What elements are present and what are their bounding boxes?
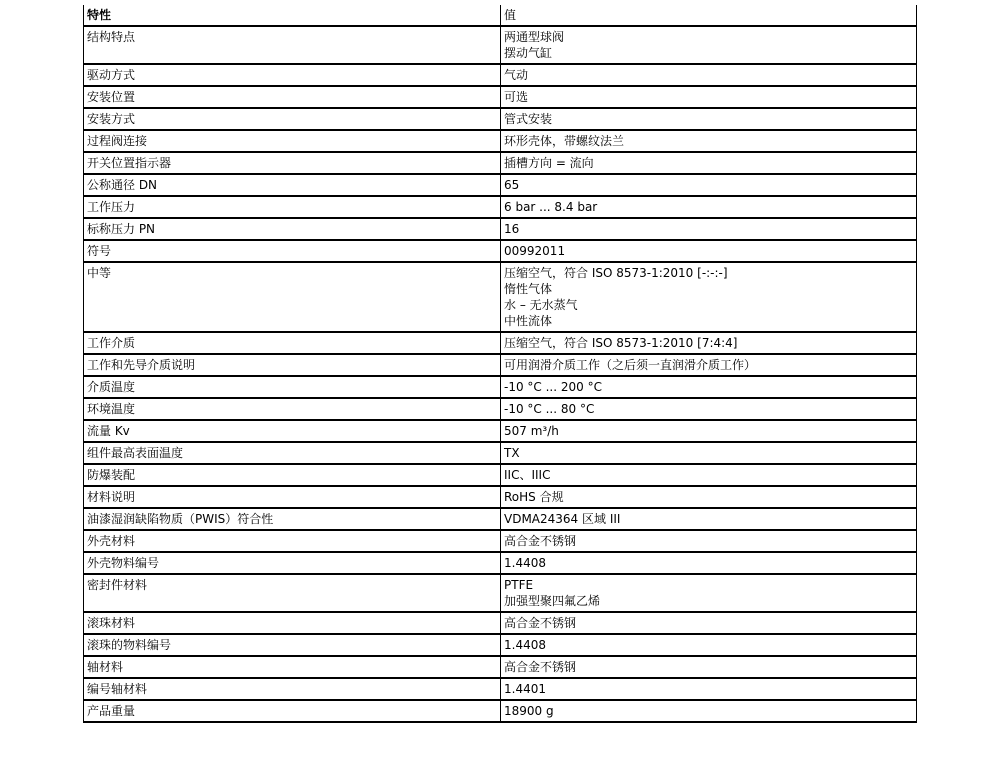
value-cell	[501, 700, 917, 722]
property-cell: 开关位置指示器	[84, 152, 501, 174]
value-line: 两通型球阀	[504, 30, 565, 44]
header-property: 特性	[84, 5, 501, 26]
table-row	[84, 262, 917, 332]
spec-sheet	[83, 5, 916, 723]
table-row	[84, 354, 917, 376]
value-cell	[501, 464, 917, 486]
value-line: 507 m³/h	[504, 424, 559, 438]
value-cell	[501, 332, 917, 354]
property-cell: 安装位置	[84, 86, 501, 108]
value-line: 气动	[504, 68, 529, 82]
property-cell: 滚珠的物料编号	[84, 634, 501, 656]
value-line: 压缩空气，符合 ISO 8573-1:2010 [-:-:-]	[504, 266, 728, 280]
property-cell: 外壳材料	[84, 530, 501, 552]
table-row	[84, 612, 917, 634]
property-cell: 工作介质	[84, 332, 501, 354]
table-row	[84, 218, 917, 240]
value-cell	[501, 530, 917, 552]
value-cell	[501, 240, 917, 262]
property-cell: 符号	[84, 240, 501, 262]
value-cell	[501, 64, 917, 86]
value-line: 可用润滑介质工作（之后须一直润滑介质工作）	[504, 358, 757, 372]
property-cell: 产品重量	[84, 700, 501, 722]
value-line: 00992011	[504, 244, 566, 258]
table-row	[84, 420, 917, 442]
value-cell	[501, 354, 917, 376]
table-row	[84, 196, 917, 218]
table-row	[84, 130, 917, 152]
table-row	[84, 376, 917, 398]
table-row	[84, 398, 917, 420]
property-cell: 结构特点	[84, 26, 501, 64]
value-line: 中性流体	[504, 314, 553, 328]
value-line: -10 °C ... 200 °C	[504, 380, 602, 394]
value-cell	[501, 678, 917, 700]
value-line: IIC、IIIC	[504, 468, 551, 482]
value-cell	[501, 130, 917, 152]
value-line: VDMA24364 区域 III	[504, 512, 621, 526]
value-line: 环形壳体，带螺纹法兰	[504, 134, 625, 148]
value-line: TX	[504, 446, 520, 460]
table-row	[84, 174, 917, 196]
value-line: 16	[504, 222, 520, 236]
table-header-row	[84, 5, 917, 26]
value-cell	[501, 612, 917, 634]
value-cell	[501, 152, 917, 174]
value-cell	[501, 86, 917, 108]
property-cell: 油漆湿润缺陷物质（PWIS）符合性	[84, 508, 501, 530]
property-cell: 公称通径 DN	[84, 174, 501, 196]
value-cell	[501, 420, 917, 442]
value-line: 高合金不锈钢	[504, 534, 577, 548]
property-cell: 标称压力 PN	[84, 218, 501, 240]
table-row	[84, 86, 917, 108]
value-cell	[501, 174, 917, 196]
property-cell: 防爆装配	[84, 464, 501, 486]
value-line: 摆动气缸	[504, 46, 553, 60]
table-row	[84, 530, 917, 552]
table-row	[84, 442, 917, 464]
table-row	[84, 64, 917, 86]
value-line: -10 °C ... 80 °C	[504, 402, 595, 416]
value-cell	[501, 376, 917, 398]
value-cell	[501, 262, 917, 332]
property-cell: 材料说明	[84, 486, 501, 508]
table-row	[84, 464, 917, 486]
table-row	[84, 486, 917, 508]
value-line: 惰性气体	[504, 282, 553, 296]
property-cell: 过程阀连接	[84, 130, 501, 152]
property-cell: 轴材料	[84, 656, 501, 678]
value-cell	[501, 398, 917, 420]
property-cell: 工作压力	[84, 196, 501, 218]
value-cell	[501, 108, 917, 130]
property-cell: 介质温度	[84, 376, 501, 398]
property-cell: 密封件材料	[84, 574, 501, 612]
value-cell	[501, 218, 917, 240]
value-cell	[501, 634, 917, 656]
table-row	[84, 108, 917, 130]
value-cell	[501, 656, 917, 678]
value-line: 1.4401	[504, 682, 546, 696]
value-line: 插槽方向 = 流向	[504, 156, 594, 170]
table-row	[84, 678, 917, 700]
value-cell	[501, 442, 917, 464]
property-cell: 驱动方式	[84, 64, 501, 86]
table-row	[84, 152, 917, 174]
table-row	[84, 332, 917, 354]
value-line: 加强型聚四氟乙烯	[504, 594, 601, 608]
table-row	[84, 634, 917, 656]
property-cell: 编号轴材料	[84, 678, 501, 700]
value-line: PTFE	[504, 578, 534, 592]
value-cell	[501, 196, 917, 218]
value-cell	[501, 26, 917, 64]
property-cell: 环境温度	[84, 398, 501, 420]
table-row	[84, 26, 917, 64]
header-value: 值	[501, 5, 917, 26]
table-row	[84, 240, 917, 262]
value-line: 水 – 无水蒸气	[504, 298, 578, 312]
property-cell: 组件最高表面温度	[84, 442, 501, 464]
value-line: 压缩空气，符合 ISO 8573-1:2010 [7:4:4]	[504, 336, 738, 350]
table-body	[84, 26, 917, 722]
value-line: 65	[504, 178, 520, 192]
value-cell	[501, 486, 917, 508]
value-cell	[501, 574, 917, 612]
value-line: 6 bar ... 8.4 bar	[504, 200, 598, 214]
property-cell: 外壳物料编号	[84, 552, 501, 574]
value-line: 高合金不锈钢	[504, 660, 577, 674]
property-cell: 流量 Kv	[84, 420, 501, 442]
table-row	[84, 552, 917, 574]
table-row	[84, 508, 917, 530]
table-row	[84, 656, 917, 678]
value-line: 高合金不锈钢	[504, 616, 577, 630]
table-row	[84, 700, 917, 722]
table-row	[84, 574, 917, 612]
property-cell: 滚珠材料	[84, 612, 501, 634]
property-cell: 安装方式	[84, 108, 501, 130]
value-line: 18900 g	[504, 704, 554, 718]
spec-table	[83, 5, 917, 723]
value-line: 可选	[504, 90, 529, 104]
value-line: 1.4408	[504, 556, 546, 570]
value-line: RoHS 合规	[504, 490, 564, 504]
value-line: 管式安装	[504, 112, 553, 126]
value-cell	[501, 508, 917, 530]
value-line: 1.4408	[504, 638, 546, 652]
property-cell: 工作和先导介质说明	[84, 354, 501, 376]
property-cell: 中等	[84, 262, 501, 332]
value-cell	[501, 552, 917, 574]
